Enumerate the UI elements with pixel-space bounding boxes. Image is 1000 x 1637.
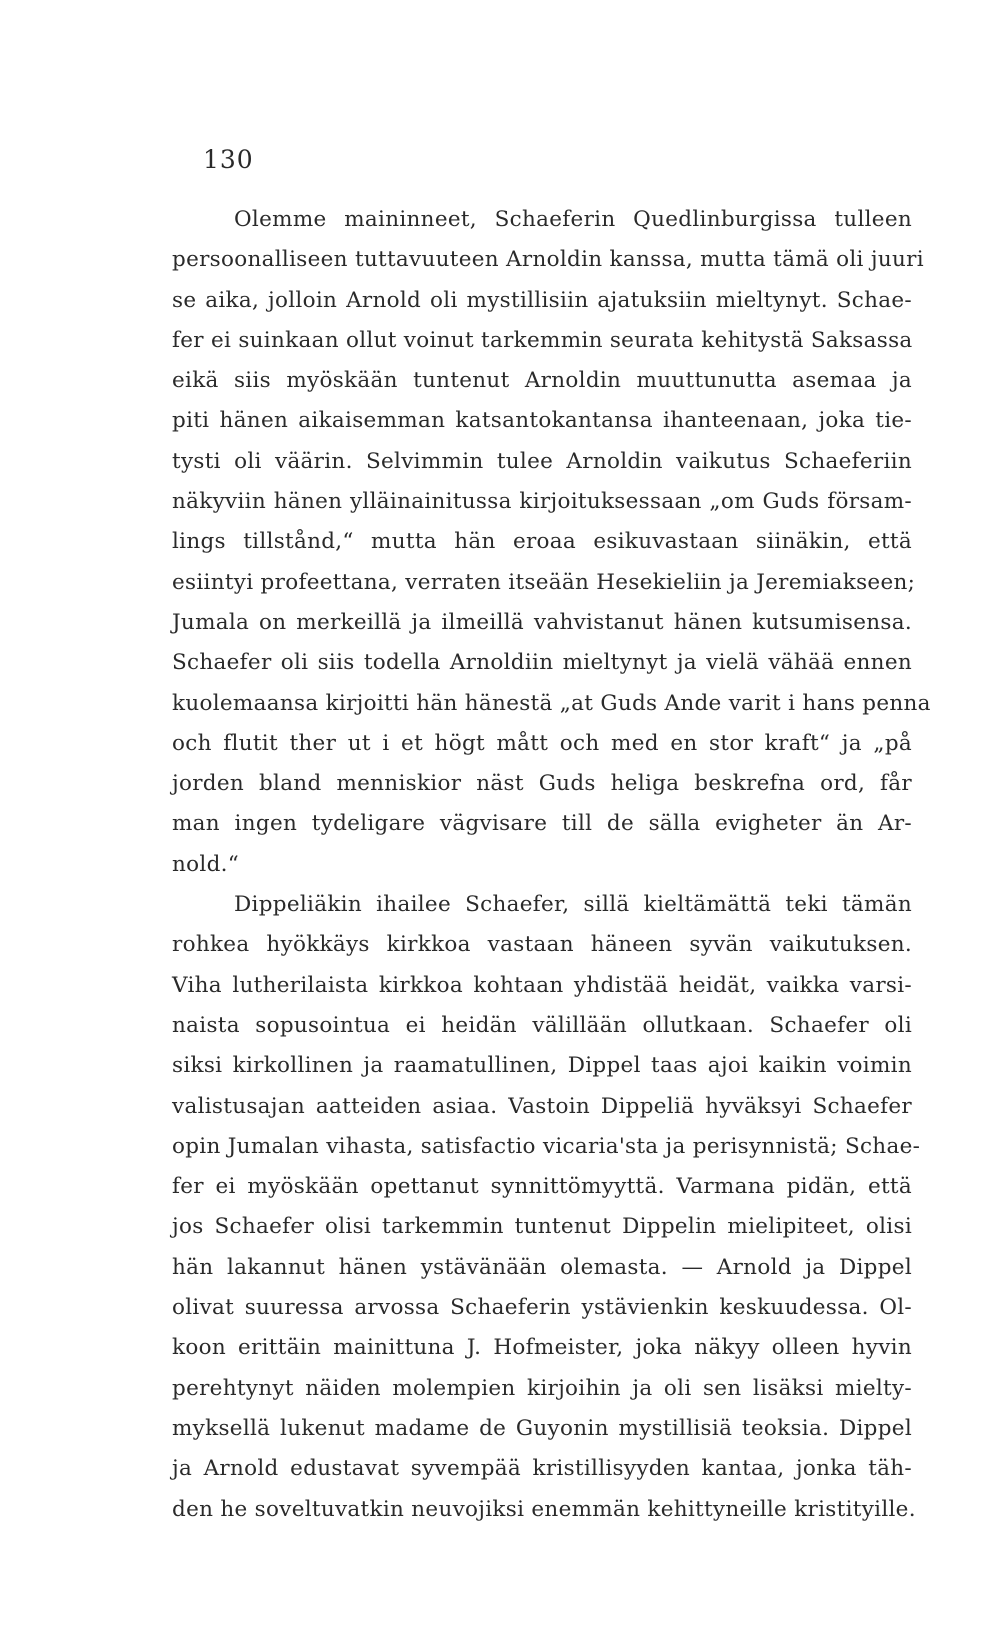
text-line: koon erittäin mainittuna J. Hofmeister, joka näkyy olleen hyvin — [172, 1335, 912, 1361]
text-line: och flutit ther ut i et högt mått och med en stor kraft“ ja „på — [172, 730, 912, 756]
text-line: fer ei myöskään opettanut synnittömyyttä. Varmana pidän, että — [172, 1174, 912, 1200]
text-line: hän lakannut hänen ystävänään olemasta. — Arnold ja Dippel — [172, 1254, 912, 1280]
paragraph-2 — [172, 885, 921, 1530]
text-line: olivat suuressa arvossa Schaeferin ystävienkin keskuudessa. Ol- — [172, 1295, 912, 1321]
text-line: den he soveltuvatkin neuvojiksi enemmän kehittyneille kristityille. — [172, 1496, 916, 1522]
text-line: perehtynyt näiden molempien kirjoihin ja oli sen lisäksi mielty- — [172, 1375, 912, 1401]
text-line: man ingen tydeligare vägvisare till de sälla evigheter än Ar- — [172, 811, 912, 837]
page-number: 130 — [203, 145, 254, 174]
text-line: naista sopusointua ei heidän välillään ollutkaan. Schaefer oli — [172, 1012, 912, 1038]
text-line: Viha lutherilaista kirkkoa kohtaan yhdistää heidät, vaikka varsi- — [172, 972, 912, 998]
body-text — [172, 200, 931, 1530]
text-line: Dippeliäkin ihailee Schaefer, sillä kieltämättä teki tämän — [234, 892, 912, 918]
text-line: Jumala on merkeillä ja ilmeillä vahvistanut hänen kutsumisensa. — [172, 609, 912, 635]
text-line: se aika, jolloin Arnold oli mystillisiin ajatuksiin mieltynyt. Schae- — [172, 287, 912, 313]
text-line: piti hänen aikaisemman katsantokantansa ihanteenaan, joka tie- — [172, 408, 912, 434]
text-line: persoonalliseen tuttavuuteen Arnoldin kanssa, mutta tämä oli juuri — [172, 247, 924, 273]
paragraph-1 — [172, 200, 931, 885]
text-line: Schaefer oli siis todella Arnoldiin mieltynyt ja vielä vähää ennen — [172, 650, 912, 676]
text-line: myksellä lukenut madame de Guyonin mystillisiä teoksia. Dippel — [172, 1415, 912, 1441]
text-line: näkyviin hänen ylläinainitussa kirjoituksessaan „om Guds försam- — [172, 489, 912, 515]
text-line: jorden bland menniskior näst Guds heliga beskrefna ord, får — [172, 771, 912, 797]
text-line: jos Schaefer olisi tarkemmin tuntenut Dippelin mielipiteet, olisi — [172, 1214, 912, 1240]
text-line: siksi kirkollinen ja raamatullinen, Dippel taas ajoi kaikin voimin — [172, 1053, 912, 1079]
text-line: fer ei suinkaan ollut voinut tarkemmin seurata kehitystä Saksassa — [172, 327, 913, 353]
text-line: rohkea hyökkäys kirkkoa vastaan häneen syvän vaikutuksen. — [172, 932, 912, 958]
text-line: ja Arnold edustavat syvempää kristillisyyden kantaa, jonka täh- — [172, 1456, 912, 1482]
text-line: Olemme maininneet, Schaeferin Quedlinburgissa tulleen — [234, 207, 912, 232]
text-line: nold.“ — [172, 851, 240, 877]
text-line: lings tillstånd,“ mutta hän eroaa esikuvastaan siinäkin, että — [172, 529, 912, 555]
text-line: opin Jumalan vihasta, satisfactio vicaria'sta ja perisynnistä; Schae- — [172, 1133, 921, 1159]
text-line: esiintyi profeettana, verraten itseään Hesekieliin ja Jeremiakseen; — [172, 569, 916, 595]
text-line: valistusajan aatteiden asiaa. Vastoin Dippeliä hyväksyi Schaefer — [172, 1093, 912, 1119]
text-line: kuolemaansa kirjoitti hän hänestä „at Guds Ande varit i hans penna — [172, 690, 931, 716]
text-line: tysti oli väärin. Selvimmin tulee Arnoldin vaikutus Schaeferiin — [172, 448, 912, 474]
text-line: eikä siis myöskään tuntenut Arnoldin muuttunutta asemaa ja — [172, 368, 912, 394]
